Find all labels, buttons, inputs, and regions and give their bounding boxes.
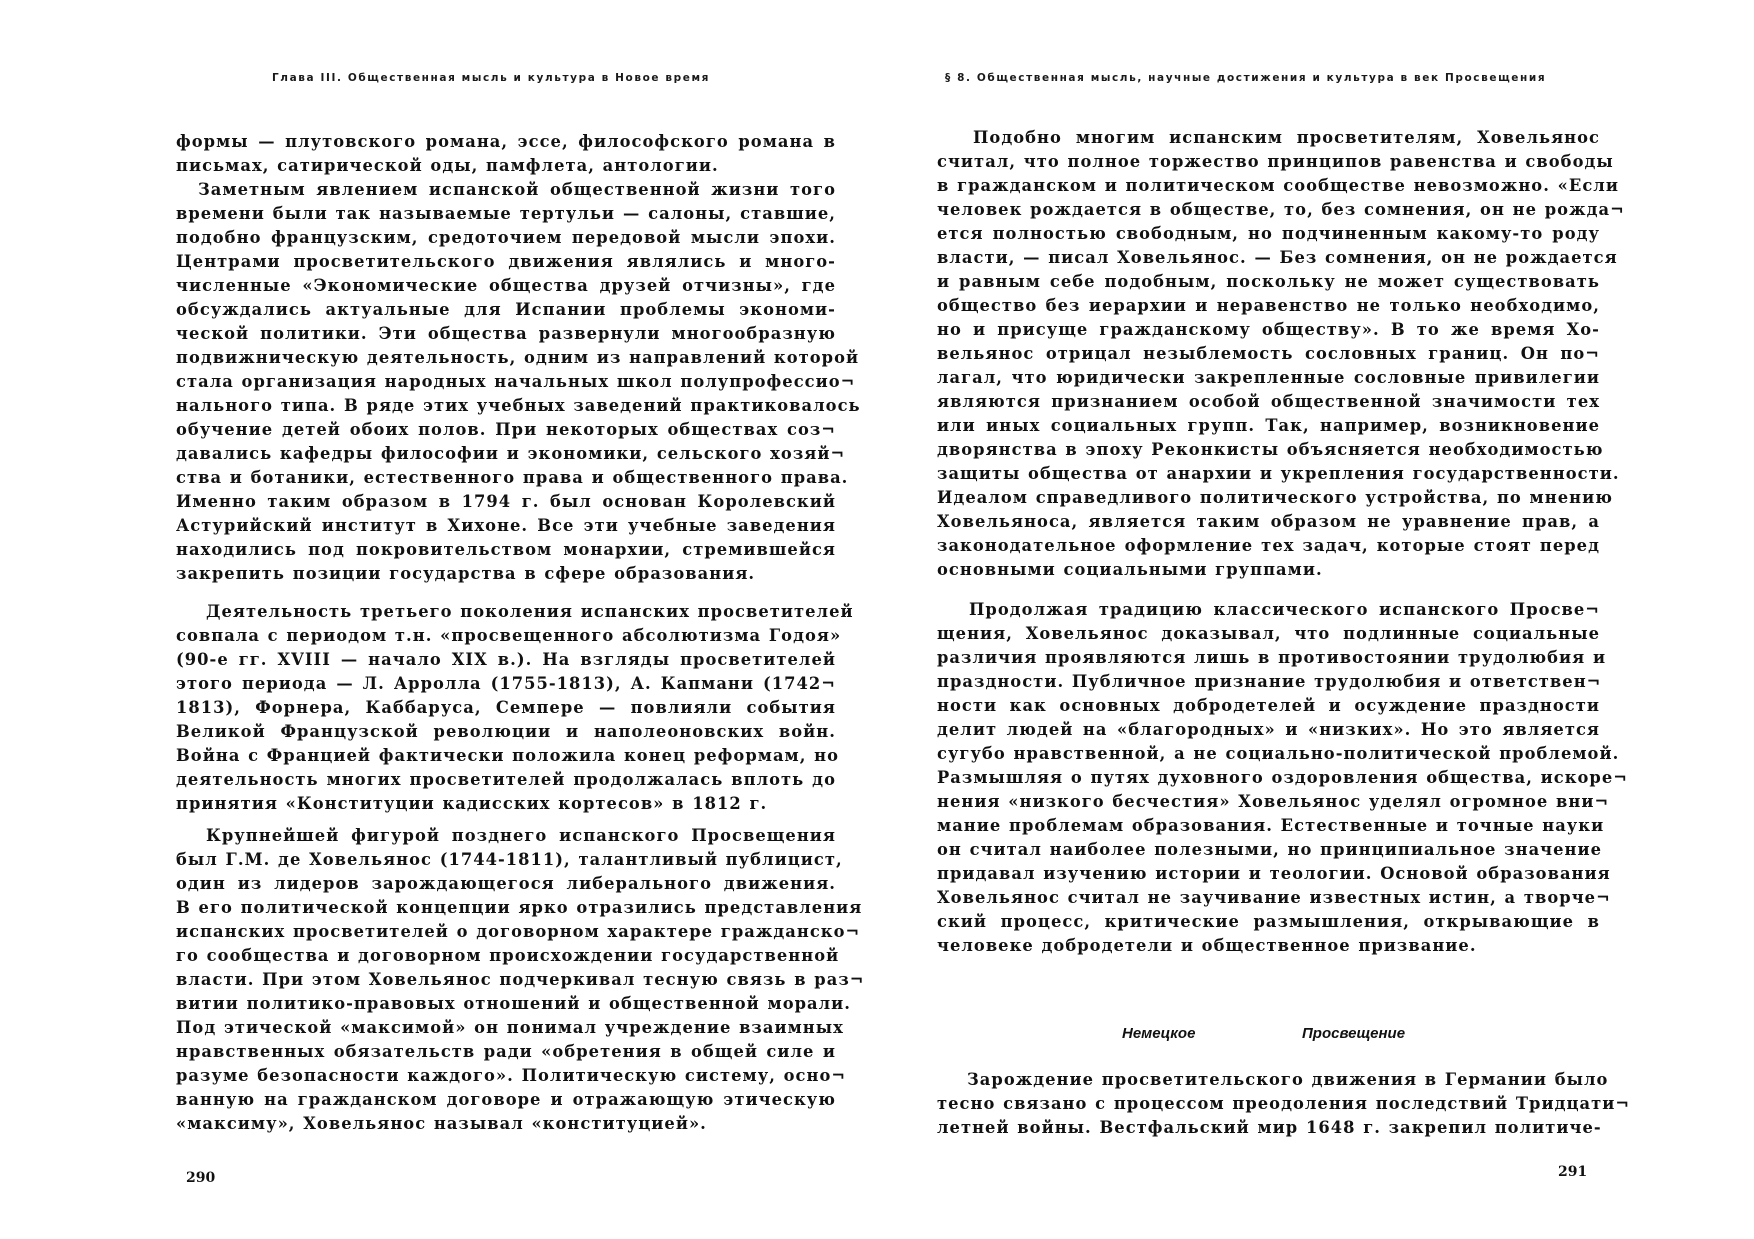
paragraph [937, 150, 1625, 582]
text-line: В его политической концепции ярко отразились представления [176, 898, 863, 917]
text-line: тесно связано с процессом преодоления последствий Тридцати¬ [937, 1094, 1631, 1113]
paragraph [937, 1068, 1609, 1092]
text-line: Астурийский институт в Хихоне. Все эти учебные заведения [176, 516, 836, 535]
right-page-text-continued [937, 1068, 1631, 1140]
subheading-word: Немецкое [1122, 1025, 1196, 1042]
text-line: Именно таким образом в 1794 г. был основан Королевский [176, 492, 836, 511]
text-line: сугубо нравственной, а не социально-политической проблемой. [937, 744, 1620, 763]
text-line: закрепить позиции государства в сфере образования. [176, 564, 756, 583]
text-line: совпала с периодом т.н. «просвещенного абсолютизма Годоя» [176, 626, 842, 645]
running-header-left: Глава III. Общественная мысль и культура в Новое время [272, 72, 711, 84]
text-line: вельянос отрицал незыблемость сословных границ. Он по¬ [937, 344, 1600, 363]
text-line: и равным себе подобным, поскольку не может существовать [937, 272, 1600, 291]
right-page [877, 0, 1754, 1239]
left-page-text [176, 130, 865, 1136]
text-line: различия проявляются лишь в противостоянии трудолюбия и [937, 648, 1607, 667]
text-line: считал, что полное торжество принципов равенства и свободы [937, 152, 1614, 171]
text-line: нального типа. В ряде этих учебных заведений практиковалось [176, 396, 861, 415]
text-line: Размышляя о путях духовного оздоровления общества, искоре¬ [937, 768, 1628, 787]
text-line: власти, — писал Ховельянос. — Без сомнения, он не рождается [937, 248, 1618, 267]
text-line: законодательное оформление тех задач, которые стоят перед [937, 536, 1600, 555]
text-line: Подобно многим испанским просветителям, Ховельянос [973, 128, 1600, 147]
text-line: но и присуще гражданскому обществу». В то же время Хо- [937, 320, 1600, 339]
text-line: один из лидеров зарождающегося либерального движения. [176, 874, 836, 893]
paragraph [937, 1092, 1631, 1140]
text-line: летней войны. Вестфальский мир 1648 г. закрепил политиче- [937, 1118, 1602, 1137]
subheading-word: Просвещение [1302, 1025, 1406, 1042]
text-line: формы — плутовского романа, эссе, философского романа в [176, 132, 836, 151]
text-line: давались кафедры философии и экономики, сельского хозяй¬ [176, 444, 846, 463]
paragraph [176, 202, 861, 586]
text-line: защиты общества от анархии и укрепления государственности. [937, 464, 1620, 483]
text-line: обсуждались актуальные для Испании проблемы экономи- [176, 300, 836, 319]
text-line: нения «низкого бесчестия» Ховельянос уделял огромное вни¬ [937, 792, 1610, 811]
text-line: Война с Францией фактически положила конец реформам, но [176, 746, 840, 765]
text-line: принятия «Конституции кадисских кортесов» в 1812 г. [176, 794, 768, 813]
text-line: обучение детей обоих полов. При некоторых обществах соз¬ [176, 420, 836, 439]
text-line: подвижническую деятельность, одним из направлений которой [176, 348, 860, 367]
text-line: Под этической «максимой» он понимал учреждение взаимных [176, 1018, 844, 1037]
text-line: Великой Французской революции и наполеоновских войн. [176, 722, 836, 741]
text-line: придавал изучению истории и теологии. Основой образования [937, 864, 1611, 883]
text-line: лагал, что юридически закрепленные сословные привилегии [937, 368, 1600, 387]
text-line: Зарождение просветительского движения в Германии было [967, 1070, 1609, 1089]
text-line: ванную на гражданском договоре и отражающую этическую [176, 1090, 836, 1109]
text-line: Деятельность третьего поколения испанских просветителей [206, 602, 854, 621]
text-line: Ховельяноса, является таким образом не уравнение прав, а [937, 512, 1600, 531]
text-line: испанских просветителей о договорном характере гражданско¬ [176, 922, 861, 941]
text-line: витии политико-правовых отношений и общественной морали. [176, 994, 852, 1013]
page-number-left: 290 [186, 1170, 216, 1186]
text-line: ства и ботаники, естественного права и общественного права. [176, 468, 849, 487]
paragraph [176, 848, 865, 1136]
text-line: нравственных обязательств ради «обретения в общей силе и [176, 1042, 836, 1061]
text-line: (90-е гг. XVIII — начало XIX в.). На взгляды просветителей [176, 650, 836, 669]
text-line: Заметным явлением испанской общественной жизни того [198, 180, 836, 199]
text-line: ется полностью свободным, но подчиненным какому-то роду [937, 224, 1600, 243]
paragraph [176, 624, 842, 816]
text-line: власти. При этом Ховельянос подчеркивал тесную связь в раз¬ [176, 970, 865, 989]
right-page-text [937, 126, 1628, 958]
text-line: Центрами просветительского движения являлись и много- [176, 252, 836, 271]
text-line: находились под покровительством монархии, стремившейся [176, 540, 836, 559]
text-line: подобно французским, средоточием передовой мысли эпохи. [176, 228, 836, 247]
text-line: в гражданском и политическом сообществе невозможно. «Если [937, 176, 1619, 195]
text-line: письмах, сатирической оды, памфлета, антологии. [176, 156, 719, 175]
text-line: го сообщества и договорном происхождении государственной [176, 946, 840, 965]
text-line: делит людей на «благородных» и «низких». Но это является [937, 720, 1600, 739]
text-line: общество без иерархии и неравенство не только необходимо, [937, 296, 1600, 315]
text-line: 1813), Форнера, Каббаруса, Семпере — повлияли события [176, 698, 836, 717]
text-line: человеке добродетели и общественное призвание. [937, 936, 1477, 955]
text-line: дворянства в эпоху Реконкисты объясняется необходимостью [937, 440, 1604, 459]
paragraph [937, 126, 1600, 150]
text-line: мание проблемам образования. Естественные и точные науки [937, 816, 1605, 835]
text-line: стала организация народных начальных школ полупрофессио¬ [176, 372, 856, 391]
text-line: деятельность многих просветителей продолжалась вплоть до [176, 770, 836, 789]
text-line: времени были так называемые тертульи — салоны, ставшие, [176, 204, 836, 223]
page-number-right: 291 [1558, 1164, 1588, 1180]
paragraph [176, 178, 836, 202]
paragraph [176, 824, 836, 848]
text-line: или иных социальных групп. Так, например, возникновение [937, 416, 1600, 435]
text-line: праздности. Публичное признание трудолюбия и ответствен¬ [937, 672, 1602, 691]
text-line: «максиму», Ховельянос называл «конституцией». [176, 1114, 707, 1133]
paragraph [176, 600, 854, 624]
running-header-right: § 8. Общественная мысль, научные достижения и культура в век Просвещения [945, 72, 1547, 84]
text-line: Крупнейшей фигурой позднего испанского Просвещения [206, 826, 836, 845]
text-line: щения, Ховельянос доказывал, что подлинные социальные [937, 624, 1600, 643]
text-line: численные «Экономические общества друзей отчизны», где [176, 276, 836, 295]
text-line: этого периода — Л. Арролла (1755-1813), А. Капмани (1742¬ [176, 674, 836, 693]
paragraph [176, 130, 836, 178]
text-line: был Г.М. де Ховельянос (1744-1811), талантливый публицист, [176, 850, 843, 869]
text-line: человек рождается в обществе, то, без сомнения, он не рожда¬ [937, 200, 1625, 219]
paragraph [937, 598, 1600, 622]
text-line: основными социальными группами. [937, 560, 1323, 579]
text-line: Продолжая традицию классического испанского Просве¬ [969, 600, 1600, 619]
text-line: он считал наиболее полезными, но принципиальное значение [937, 840, 1603, 859]
text-line: ческой политики. Эти общества развернули многообразную [176, 324, 836, 343]
text-line: ский процесс, критические размышления, открывающие в [937, 912, 1600, 931]
paragraph [937, 622, 1628, 958]
text-line: являются признанием особой общественной значимости тех [937, 392, 1600, 411]
text-line: Идеалом справедливого политического устройства, по мнению [937, 488, 1613, 507]
text-line: ности как основных добродетелей и осуждение праздности [937, 696, 1600, 715]
text-line: Ховельянос считал не заучивание известных истин, а творче¬ [937, 888, 1611, 907]
text-line: разуме безопасности каждого». Политическую систему, осно¬ [176, 1066, 847, 1085]
